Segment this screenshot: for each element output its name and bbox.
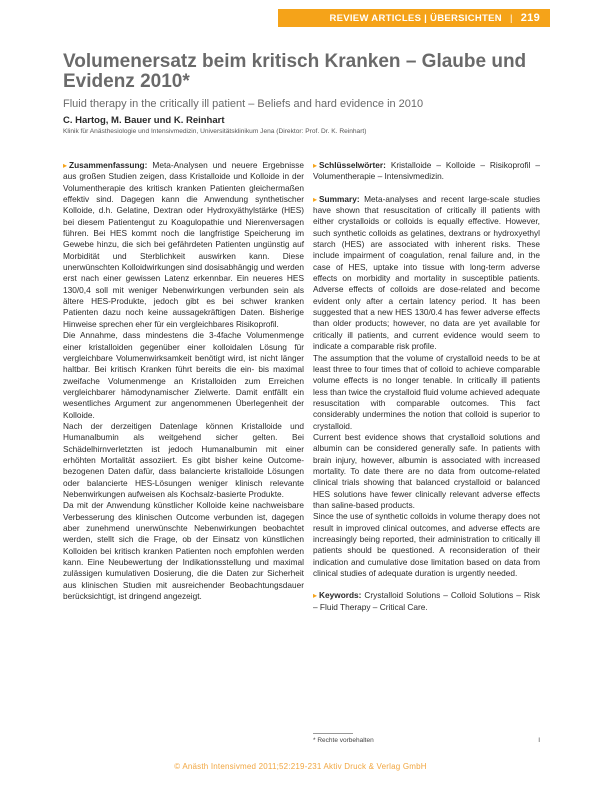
section-header-band (278, 9, 550, 27)
body-paragraph: Since the use of synthetic colloids in volume therapy does not result in improved clinical outcomes, and adverse effects are increasingly being reported, their administration to critically ill patients should be questioned. A reconsideration of their indication and cumulative dose limitation based on data from clinical studies of adequate duration is urgently needed. (313, 511, 540, 579)
footnote (313, 737, 540, 744)
keywords-de-text: Kristalloide – Kolloide – Risikoprofil – Volumentherapie – Intensivmedizin. (313, 160, 540, 182)
summary-de-label: Zusammenfassung: (69, 160, 148, 170)
summary-en-text: Meta-analyses and recent large-scale studies have shown that resuscitation of critically ill patients with either crystalloids or colloids is equally effective. However, such synthetic colloids as gelatines, dextrans or hydroxyethyl starch (HES) are associated with inherent risks. These include impairment of coagulation, renal failure and, in the case of HES, uptake into tissue with long-term adverse effects on morbidity and mortality in susceptible patients. Adverse effects of colloids are dose-related and become evident only after a certain latency period. It has been suggested that a new HES 130/0.4 has fewer adverse effects than older products; however, no data are yet available for critically ill patients, and current evidence would seem to indicate a comparable risk profile. (313, 193, 540, 352)
left-column (63, 160, 304, 602)
section-label: REVIEW ARTICLES | ÜBERSICHTEN (329, 12, 502, 24)
summary-de-paragraph (63, 160, 304, 330)
body-paragraph: Current best evidence shows that crystalloid solutions and albumin can be considered generally safe. In patients with brain injury, however, albumin is associated with increased mortality. To date there are no data from outcome-related clinical trials showing that balanced crystalloid or balanced HES solutions have fewer clinically relevant adverse effects than saline-based products. (313, 431, 540, 510)
body-paragraph: Da mit der Anwendung künstlicher Kolloide keine nachweisbare Verbesserung des klinischen Outcome verbunden ist, dagegen aber zunehmend unerwünschte Nebenwirkungen beobachtet werden, stellt sich die Frage, ob der Einsatz von künstlichen Kolloiden bei kritisch kranken Patienten noch empfohlen werden kann. Eine Neubewertung der Indikationsstellung und maximal zulässigen kumulativen Dosierung, die die Daten zur Sicherheit aus klinischen Studien mit ausreichender Beobachtungsdauer berücksichtigt, ist dringend angezeigt. (63, 500, 304, 602)
article-authors: C. Hartog, M. Bauer und K. Reinhart (63, 115, 225, 126)
keywords-en-paragraph (313, 590, 540, 613)
summary-de-text: Meta-Analysen und neuere Ergebnisse aus großen Studien zeigen, dass Kristalloide und Kolloide in der Volumentherapie des kritisch kranken Patienten gleichermaßen effektiv sind. Dagegen kann die Anwendung synthetischer Kolloide, d.h. Gelatine, Dextran oder Hydroxyäthylstärke (HES) bei diesem Patientengut zu Koagulopathie und Nierenversagen führen. Bei HES kommt noch die langfristige Speicherung im Gewebe hinzu, die sich bei gefährdeten Patienten ungünstig auf Morbidität und Sterblichkeit auswirken kann. Diese unerwünschten Kolloidwirkungen sind dosisabhängig und werden erst nach einer gewissen Latenz erkennbar. Ein neueres HES 130/0,4 soll mit weniger Nebenwirkungen verbunden sein als ältere HES-Produkte, jedoch gibt es bei schwer kranken Patienten dazu noch keine aussagekräftigen Daten. Bisherige Hinweise sprechen eher für ein vergleichbares Risikoprofil. (63, 160, 304, 329)
article-title: Volumenersatz beim kritisch Kranken – Glaube und Evidenz 2010* (63, 51, 527, 92)
footnote-text: * Rechte vorbehalten (313, 737, 374, 744)
bullet-icon: ▸ (313, 591, 318, 601)
article-subtitle: Fluid therapy in the critically ill patient – Beliefs and hard evidence in 2010 (63, 98, 424, 110)
body-paragraph: The assumption that the volume of crystalloid needs to be at least three to four times that of colloid to achieve comparable volume effects is no longer tenable. In critically ill patients less than twice the crystalloid fluid volume achieved adequate resuscitation with comparable outcomes. This fact considerably undermines the notion that colloid is superior to crystalloid. (313, 352, 540, 431)
keywords-de-label: Schlüsselwörter: (319, 160, 386, 170)
keywords-en-text: Crystalloid Solutions – Colloid Solutions – Risk – Fluid Therapy – Critical Care. (313, 590, 540, 612)
summary-en-paragraph (313, 194, 540, 353)
keywords-en-label: Keywords: (319, 590, 362, 601)
bullet-icon: ▸ (313, 161, 318, 170)
article-affiliation: Klinik für Anästhesiologie und Intensivmedizin, Universitätsklinikum Jena (Direktor: Prof. Dr. K. Reinhart) (63, 128, 367, 135)
footnote-rule (313, 733, 353, 734)
header-separator: | (509, 12, 513, 24)
article-heading (63, 52, 563, 135)
right-column (313, 160, 540, 613)
body-paragraph: Die Annahme, dass mindestens die 3-4fache Volumenmenge einer kristalloiden gegenüber einer kolloidalen Lösung für vergleichbare Volumenwirksamkeit benötigt wird, ist nicht länger haltbar. Bei kritisch Kranken führt bereits die ein- bis maximal zweifache Volumenmenge an Kristalloiden zum Erreichen vergleichbarer hämodynamischer Zielwerte. Damit entfällt ein wesentliches Argument zur angenommenen Überlegenheit der Kolloide. (63, 330, 304, 420)
page-footer: © Anästh Intensivmed 2011;52:219-231 Aktiv Druck & Verlag GmbH (174, 762, 427, 771)
bullet-icon: ▸ (313, 194, 318, 204)
bullet-icon: ▸ (63, 161, 68, 170)
body-paragraph: Nach der derzeitigen Datenlage können Kristalloide und Humanalbumin als weitgehend sicher gelten. Bei Schädelhirnverletzten ist jedoch Humanalbumin mit einer erhöhten Mortalität assoziiert. Es gibt bisher keine Outcome-bezogenen Daten dafür, dass balancierte kristalloide Lösungen oder balancierte HES-Lösungen weniger klinisch relevante Nebenwirkungen aufweisen als Kochsalz-basierte Produkte. (63, 420, 304, 499)
keywords-de-paragraph (313, 160, 540, 183)
summary-en-label: Summary: (319, 193, 360, 204)
footnote-page-mark: I (538, 737, 540, 744)
page-number: 219 (520, 12, 540, 24)
